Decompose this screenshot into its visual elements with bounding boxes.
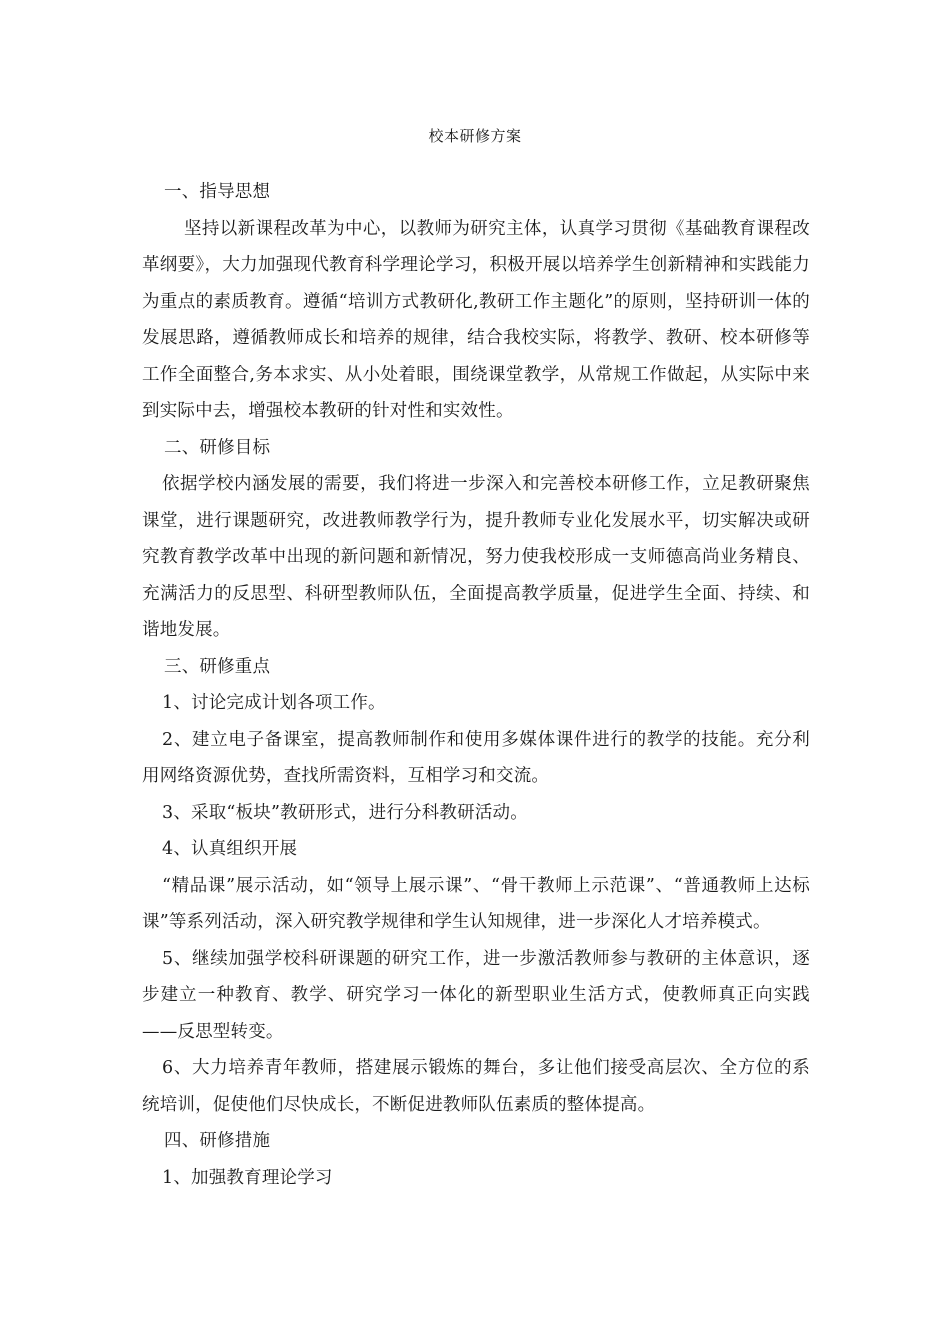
- focus-item-5: 5、继续加强学校科研课题的研究工作，进一步激活教师参与教研的主体意识，逐步建立一种教育、教学、研究学习一体化的新型职业生活方式，使教师真正向实践——反思型转变。: [142, 948, 810, 1042]
- document-title: 校本研修方案: [428, 127, 522, 145]
- document-body: [142, 174, 810, 1196]
- focus-item-4: 4、认真组织开展: [162, 839, 298, 859]
- focus-item-1: 1、讨论完成计划各项工作。: [162, 693, 386, 713]
- paragraph-goals: 依据学校内涵发展的需要，我们将进一步深入和完善校本研修工作，立足教研聚焦课堂，进行课题研究，改进教师教学行为，提升教师专业化发展水平，切实解决或研究教育教学改革中出现的新问题和新情况，努力使我校形成一支师德高尚业务精良、充满活力的反思型、科研型教师队伍，全面提高教学质量，促进学生全面、持续、和谐地发展。: [142, 474, 810, 640]
- paragraph-guiding-thought: 坚持以新课程改革为中心，以教师为研究主体，认真学习贯彻《基础教育课程改革纲要》，大力加强现代教育科学理论学习，积极开展以培养学生创新精神和实践能力为重点的素质教育。遵循“培训方式教研化,教研工作主题化”的原则，坚持研训一体的发展思路，遵循教师成长和培养的规律，结合我校实际，将教学、教研、校本研修等工作全面整合,务本求实、从小处着眼，围绕课堂教学，从常规工作做起，从实际中来到实际中去，增强校本教研的针对性和实效性。: [142, 218, 810, 421]
- section-heading-focus: 三、研修重点: [164, 656, 271, 677]
- section-heading-guiding-thought: 一、指导思想: [164, 182, 271, 202]
- focus-item-3: 3、采取“板块”教研形式，进行分科教研活动。: [162, 802, 528, 823]
- focus-item-4-detail: “精品课”展示活动，如“领导上展示课”、“骨干教师上示范课”、“普通教师上达标课”等系列活动，深入研究教学规律和学生认知规律，进一步深化人才培养模式。: [142, 875, 810, 932]
- focus-item-6: 6、大力培养青年教师，搭建展示锻炼的舞台，多让他们接受高层次、全方位的系统培训，促使他们尽快成长，不断促进教师队伍素质的整体提高。: [142, 1058, 810, 1115]
- measure-item-1: 1、加强教育理论学习: [162, 1167, 333, 1188]
- focus-item-2: 2、建立电子备课室，提高教师制作和使用多媒体课件进行的教学的技能。充分利用网络资源优势，查找所需资料，互相学习和交流。: [142, 729, 810, 786]
- section-heading-measures: 四、研修措施: [164, 1131, 271, 1151]
- section-heading-goals: 二、研修目标: [164, 437, 271, 458]
